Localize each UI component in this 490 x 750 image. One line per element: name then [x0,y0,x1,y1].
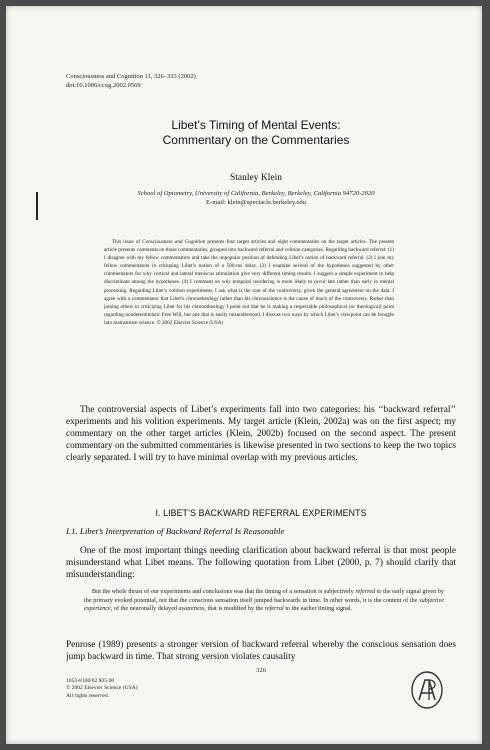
abstract-body: presents four target articles and eight commentaries on the target articles. The present article presents comments on those commentaries, grouped into backward referral and volition categories. Regarding backward referral: (1) I disagree with my fellow commentators and take the unpopular position of defending Libet’s notion of backward referral. (2) I join my fellow commentators in critiquing Libet’s notion of a 500-ms delay. (3) I examine several of the hypotheses suggested by other commentators for why cortical and lateral meniscus stimulation give very different timing results. I suggest a simple experiment to help discriminate among the hypotheses. (4) I comment on why temporal reordering is more likely to occur late rather than early in mental processing. Regarding Libet’s volition experiments, I ask what is the root of the controversy, given the general agreement on the data. I agree with a commentator that Libet’s chronotheology rather than his chronoscience is the cause of much of the controversy. Rather than joining others in criticizing Libet for his chronotheology I point out that he is making a respectable philosophical (or theological) point regarding nondeterministic Free Will, but one that is easily misunderstood. I discuss two ways by which Libet’s viewpoint can be brought into mainstream science. © 2002 Elsevier Science (USA) [104,239,394,326]
quote-italic: referral [264,605,284,613]
page-number: 326 [256,667,266,674]
quote-part: , of the neuronally delayed [110,605,179,613]
quote-part: to the early signal given by the primary evoked potential, not that the conscious sensation itself jumped backwards in time. In other words, it is the content of the [84,588,444,604]
article-title [66,118,446,147]
abstract-pre: This issue of [112,239,143,245]
quote-part: to the earlier timing signal. [283,605,353,613]
copyright-line: © 2002 Elsevier Science (USA) [66,685,138,692]
title-line-2: Commentary on the Commentaries [162,132,350,147]
subsection-heading: I.1. Libet’s Interpretation of Backward Referral Is Reasonable [66,526,285,536]
title-line-1: Libet’s Timing of Mental Events: [171,118,341,132]
publisher-logo-icon [410,670,444,710]
rights-line: All rights reserved. [66,692,110,699]
block-quote [84,588,444,632]
quote-part: , that is modified by the [204,605,265,613]
paper-page [6,6,482,744]
copyright-footer [66,678,138,700]
quote-italic: awareness [178,605,205,613]
affiliation: School of Optometry, University of California, Berkeley, Berkeley, California 94720-2020 [137,190,375,197]
author-email: E-mail: klein@spectacle.berkeley.edu [206,198,306,206]
quote-italic: referred [355,588,376,595]
journal-header [66,72,196,90]
issn-price: 1053-8100/02 $35.00 [66,678,115,684]
author-name: Stanley Klein [230,173,282,183]
quote-italic: subjective experience [84,596,444,613]
journal-citation: Consciousness and Cognition 11, 326–333 (2002) [66,73,196,80]
body-paragraph-2: One of the most important things needing clarification about backward referral is that most people misunderstand what Libet means. The following quotation from Libet (2000, p. 7) should clarify that misunderstanding: [66,546,456,581]
abstract [104,238,394,393]
margin-mark [36,192,38,220]
doi-line: doi:10.1006/ccog.2002.0569 [66,82,141,89]
intro-paragraph: The controversial aspects of Libet’s experiments fall into two categories: his ‘‘backward referral’’ experiments and his volition experiments. My target article (Klein, 2002a) was on the first aspect; my commentary on the other target articles (Klein, 2002b) focused on the second aspect. The present commentary on the submitted commentaries is likewise presented in two sections to keep the two topics clearly separated. I will try to have minimal overlap with my previous articles. [66,405,456,464]
section-heading: I. LIBET’S BACKWARD REFERRAL EXPERIMENTS [155,508,367,518]
body-paragraph-3: Penrose (1989) presents a stronger version of backward referral whereby the conscious sensation does jump backward in time. That strong version violates causality [66,640,456,663]
abstract-journal-name: Consciousness and Cognition [142,239,206,245]
affiliation-block [66,190,446,207]
quote-part: But the whole thrust of our experiments and conclusions was that the timing of a sensation is subjectively [92,588,356,595]
